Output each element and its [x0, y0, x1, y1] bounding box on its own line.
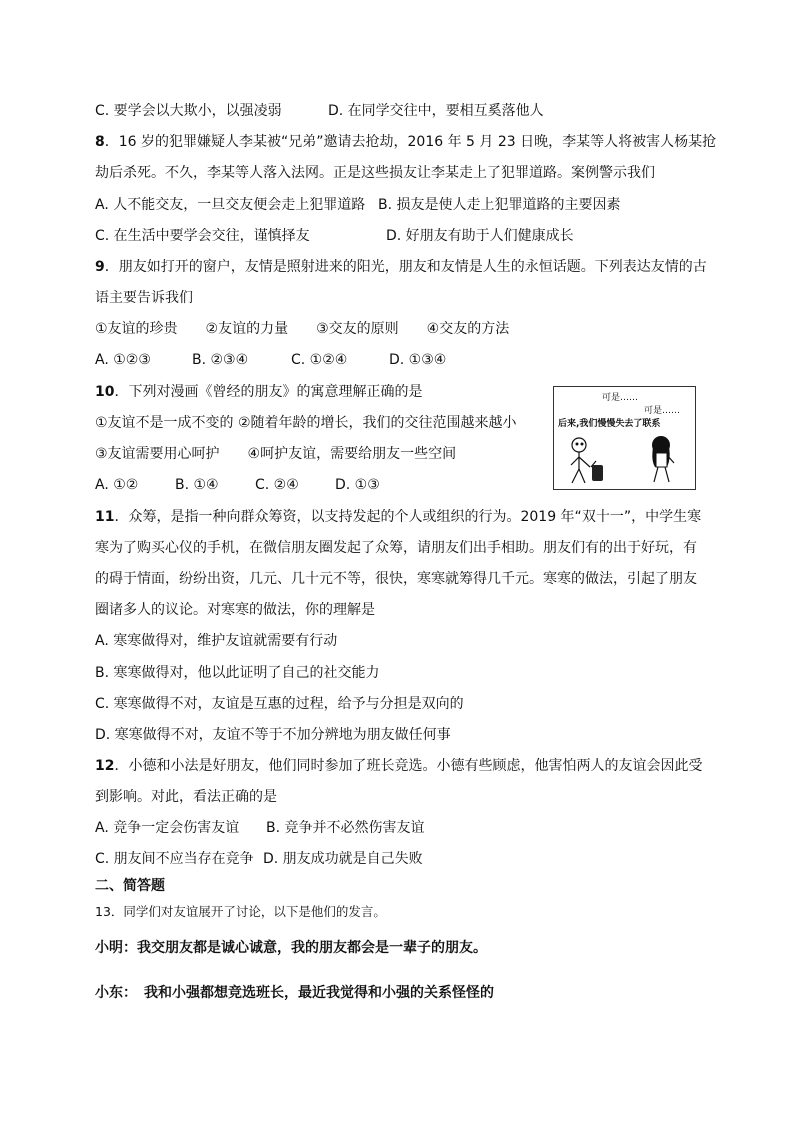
q11-stem-line2: 寒为了购买心仪的手机，在微信朋友圈发起了众筹，请朋友们出手相助。朋友们有的出于好玩，有: [95, 540, 697, 556]
q11-option-a: A. 寒寒做得对，维护友谊就需要有行动: [95, 633, 338, 649]
q11-stem-text1: ．众筹，是指一种向群众筹资，以支持发起的个人或组织的行为。2019 年“双十一”，中学生寒: [114, 509, 702, 525]
q9-stem-line2: 语主要告诉我们: [95, 290, 193, 306]
q13-stem: 13．同学们对友谊展开了讨论，以下是他们的发言。: [95, 904, 386, 919]
q10-stem-text: ．下列对漫画《曾经的朋友》的寓意理解正确的是: [114, 384, 423, 400]
q9-option-d: D. ①③④: [389, 352, 447, 368]
q12-option-b: B. 竞争并不必然伤害友谊: [266, 820, 425, 836]
q11-option-b: B. 寒寒做得对，他以此证明了自己的社交能力: [95, 665, 380, 681]
q12-options-ab: [95, 818, 425, 838]
q12-stem-line1: [95, 756, 702, 776]
q10-item-line2: ③友谊需要用心呵护 ④呵护友谊，需要给朋友一些空间: [95, 446, 457, 462]
q10-option-d: D. ①③: [335, 477, 380, 493]
q10-option-b: B. ①④: [175, 477, 219, 493]
q8-option-d: D. 好朋友有助于人们健康成长: [386, 228, 574, 244]
q9-options: [95, 350, 447, 370]
q9-option-c: C. ①②④: [291, 352, 348, 368]
q11-option-d: D. 寒寒做得不对，友谊不等于不加分辨地为朋友做任何事: [95, 727, 451, 743]
comic-drawing: [554, 387, 695, 489]
section-title-short-answer: 二、简答题: [95, 878, 165, 894]
comic-suitcase-icon: [591, 461, 603, 481]
q10-item-line1: ①友谊不是一成不变的 ②随着年龄的增长，我们的交往范围越来越小: [95, 415, 517, 431]
q10-option-c: C. ②④: [255, 477, 299, 493]
q8-number: 8: [95, 134, 105, 150]
q11-stem-line4: 圈诸多人的议论。对寒寒的做法，你的理解是: [95, 602, 375, 618]
q9-items: ①友谊的珍贵 ②友谊的力量 ③交友的原则 ④交友的方法: [95, 321, 510, 337]
q8-option-a: A. 人不能交友，一旦交友便会走上犯罪道路: [95, 197, 366, 213]
q7-option-d: D. 在同学交往中，要相互奚落他人: [328, 103, 544, 119]
q12-options-cd: [95, 849, 423, 869]
q9-number: 9: [95, 259, 105, 275]
q8-option-c: C. 在生活中要学会交往，谨慎择友: [95, 228, 310, 244]
comic-caption-1: 可是……: [602, 393, 639, 403]
q9-stem-line1: [95, 257, 707, 277]
q12-option-c: C. 朋友间不应当存在竞争: [95, 851, 254, 867]
q10-number: 10: [95, 384, 115, 400]
q10-options: [95, 475, 380, 495]
q8-stem-text1: ．16 岁的犯罪嫌疑人李某被“兄弟”邀请去抢劫，2016 年 5 月 23 日晚，李某等人将被害人杨某抢: [104, 134, 717, 150]
q8-options-ab: [95, 195, 621, 215]
q8-option-b: B. 损友是使人走上犯罪道路的主要因素: [378, 197, 621, 213]
q8-stem-line1: [95, 132, 716, 152]
q8-stem-line2: 劫后杀死。不久，李某等人落入法网。正是这些损友让李某走上了犯罪道路。案例警示我们: [95, 165, 655, 181]
q8-options-cd: [95, 226, 574, 246]
q11-option-c: C. 寒寒做得不对，友谊是互惠的过程，给予与分担是双向的: [95, 696, 464, 712]
q13-xiaoming-remark: 小明：我交朋友都是诚心诚意，我的朋友都会是一辈子的朋友。: [95, 940, 487, 956]
q11-stem-line1: [95, 507, 701, 527]
q12-number: 12: [95, 758, 115, 774]
q10-comic: [553, 386, 696, 490]
q7-option-c: C. 要学会以大欺小，以强凌弱: [95, 103, 282, 119]
q12-stem-text1: ．小德和小法是好朋友，他们同时参加了班长竞选。小德有些顾虑，他害怕两人的友谊会因此受: [114, 758, 703, 774]
q7-options: [95, 101, 544, 121]
q10-stem: [95, 382, 422, 402]
comic-caption-3: 后来,我们慢慢失去了联系: [558, 419, 661, 429]
comic-girl-figure: [652, 436, 674, 482]
q12-option-d: D. 朋友成功就是自己失败: [263, 851, 423, 867]
q11-stem-line3: 的碍于情面，纷纷出资，几元、几十元不等，很快，寒寒就筹得几千元。寒寒的做法，引起了朋友: [95, 571, 697, 587]
comic-boy-figure: [571, 438, 590, 483]
comic-caption-2: 可是……: [644, 406, 681, 416]
q12-option-a: A. 竞争一定会伤害友谊: [95, 820, 240, 836]
q10-option-a: A. ①②: [95, 477, 139, 493]
q9-option-a: A. ①②③: [95, 352, 151, 368]
q9-option-b: B. ②③④: [192, 352, 249, 368]
q11-number: 11: [95, 509, 115, 525]
q13-xiaodong-remark: 小东： 我和小强都想竞选班长，最近我觉得和小强的关系怪怪的: [95, 985, 494, 1001]
q12-stem-line2: 到影响。对此，看法正确的是: [95, 789, 277, 805]
q9-stem-text1: ．朋友如打开的窗户，友情是照射进来的阳光，朋友和友情是人生的永恒话题。下列表达友情的古: [104, 259, 707, 275]
